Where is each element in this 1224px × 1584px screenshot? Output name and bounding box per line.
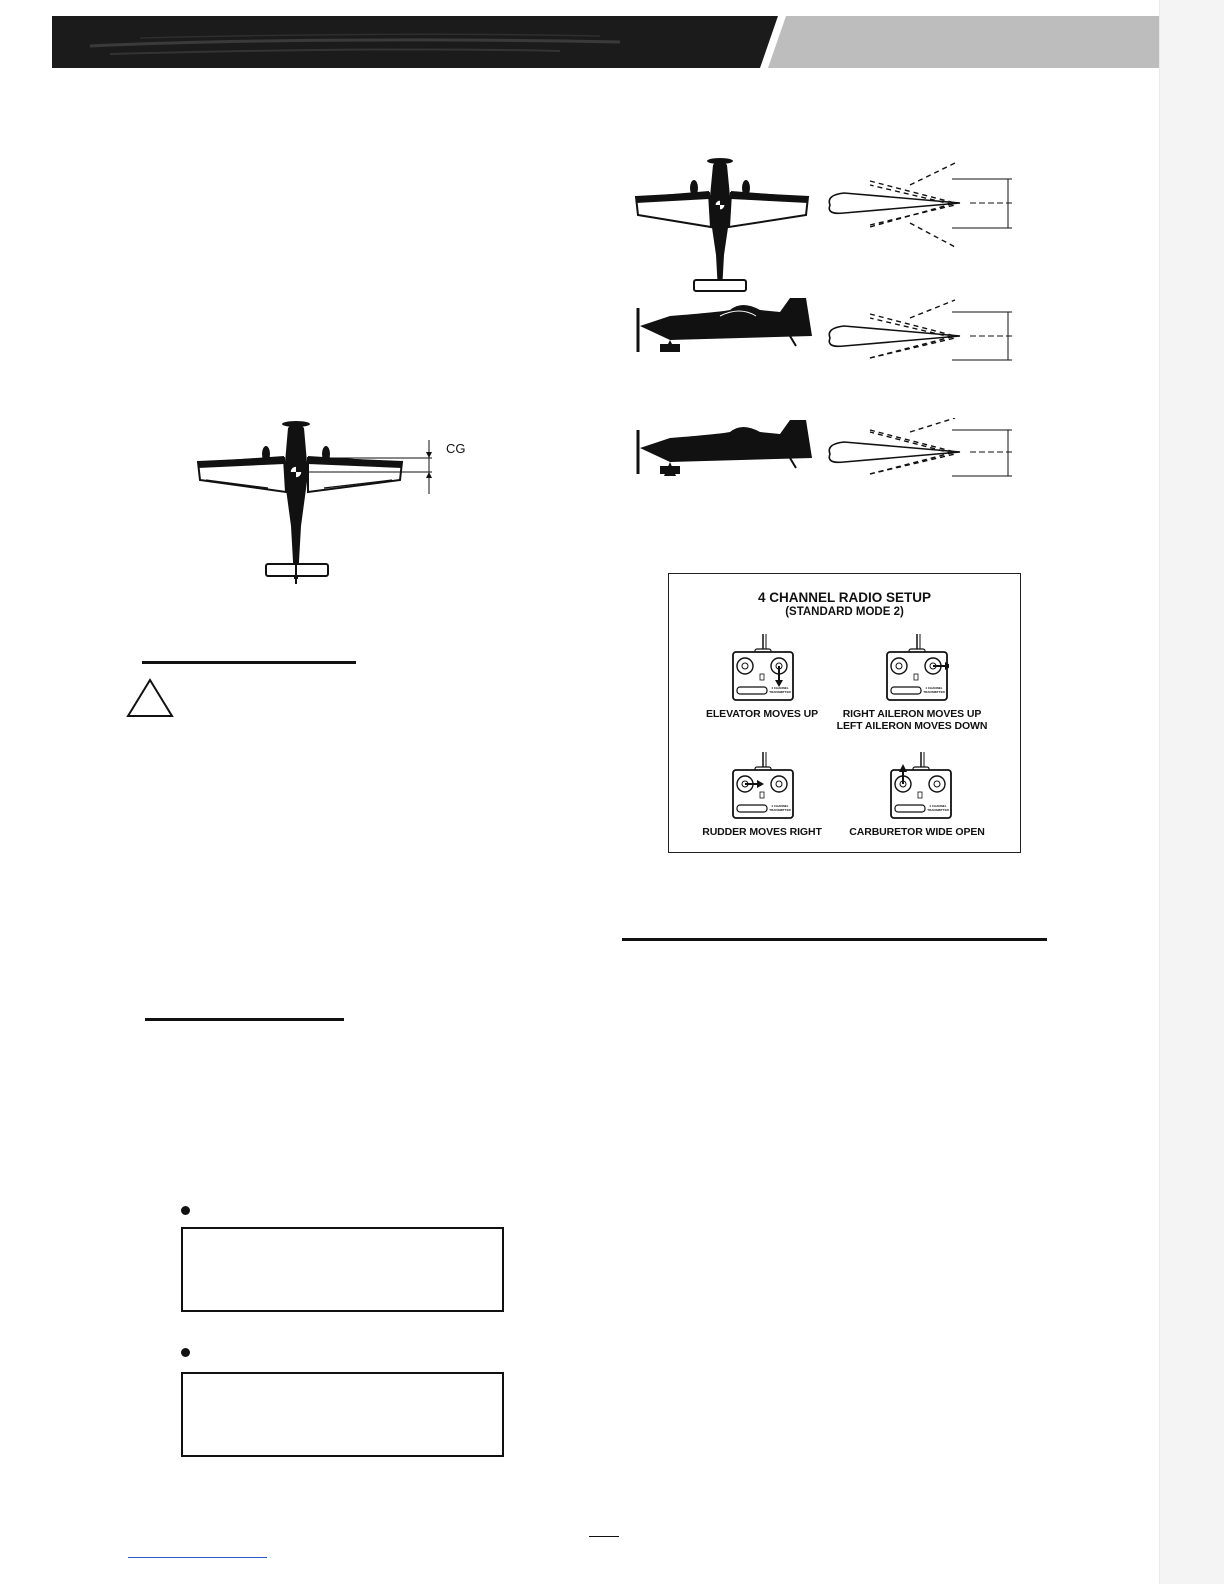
radio-panel-caption-line: RUDDER MOVES RIGHT xyxy=(702,826,822,838)
bullet-1 xyxy=(181,1206,190,1215)
radio-setup-box xyxy=(668,573,1021,853)
transmitter-badge-label: 4 CHANNEL TRANSMITTER xyxy=(769,686,791,694)
radio-setup-title: 4 CHANNEL RADIO SETUP xyxy=(757,590,932,605)
cg-airplane-diagram xyxy=(188,414,448,586)
bullet-2 xyxy=(181,1348,190,1357)
text-box-2 xyxy=(181,1372,504,1457)
header-banner xyxy=(0,0,1224,80)
page-edge-shadow xyxy=(1159,0,1224,1584)
radio-panel-caption xyxy=(672,826,852,838)
radio-panel-caption-line: CARBURETOR WIDE OPEN xyxy=(849,826,985,838)
section-rule-right xyxy=(622,938,1047,941)
radio-panel-caption xyxy=(827,826,1007,838)
radio-panel-caption-line: RIGHT AILERON MOVES UP xyxy=(842,708,982,720)
radio-panel-caption xyxy=(822,708,1002,732)
cg-label: CG xyxy=(446,441,466,456)
radio-panel-caption-line: LEFT AILERON MOVES DOWN xyxy=(836,720,988,732)
aileron-throw-diagram xyxy=(630,155,1020,297)
warning-triangle-icon xyxy=(126,678,174,718)
radio-panel-caption-line: ELEVATOR MOVES UP xyxy=(705,708,819,720)
transmitter-badge-label: 4 CHANNEL TRANSMITTER xyxy=(927,804,949,812)
section-rule-warning xyxy=(142,661,356,664)
text-box-1 xyxy=(181,1227,504,1312)
transmitter-badge-label: 4 CHANNEL TRANSMITTER xyxy=(923,686,945,694)
section-rule-2 xyxy=(145,1018,344,1021)
page-number-rule xyxy=(589,1536,619,1537)
footer-link-underline[interactable] xyxy=(128,1557,267,1558)
radio-setup-subtitle: (STANDARD MODE 2) xyxy=(785,606,904,618)
rudder-throw-diagram xyxy=(630,418,1020,488)
transmitter-badge-label: 4 CHANNEL TRANSMITTER xyxy=(769,804,791,812)
elevator-throw-diagram xyxy=(630,296,1020,370)
